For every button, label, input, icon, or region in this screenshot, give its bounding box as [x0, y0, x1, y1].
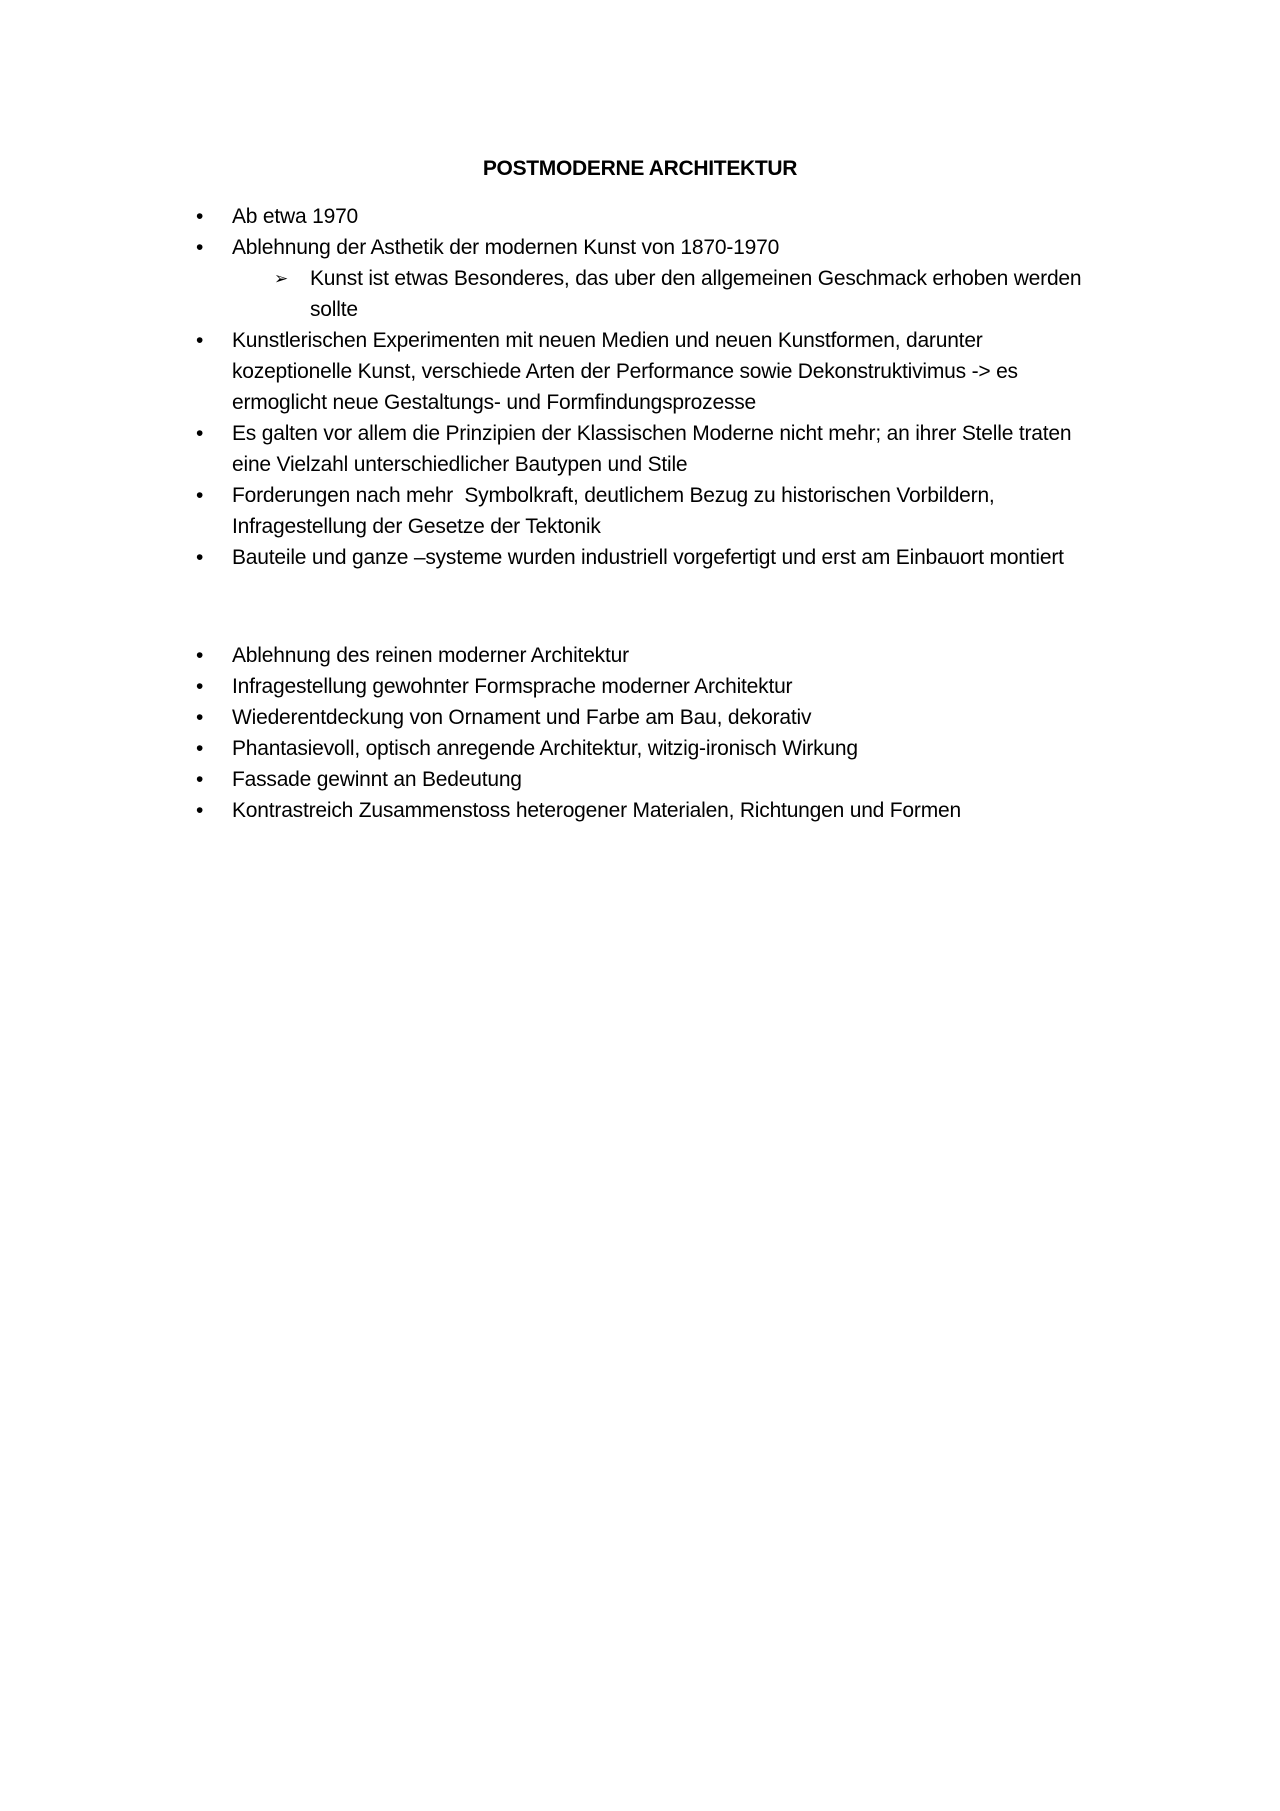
list-item-text: Kontrastreich Zusammenstoss heterogener Materialen, Richtungen und Formen — [232, 799, 961, 822]
bullet-icon: • — [196, 644, 204, 667]
bullet-icon: • — [196, 675, 204, 698]
bullet-icon: • — [196, 737, 204, 760]
bullet-icon: • — [196, 236, 204, 259]
list-item-text: eine Vielzahl unterschiedlicher Bautypen und Stile — [232, 453, 688, 476]
list-item-text: Ablehnung des reinen moderner Architektur — [232, 644, 629, 667]
list-item-text: sollte — [310, 298, 358, 321]
list-item-text: Wiederentdeckung von Ornament und Farbe am Bau, dekorativ — [232, 706, 812, 729]
list-item-text: Forderungen nach mehr Symbolkraft, deutlichem Bezug zu historischen Vorbildern, — [232, 484, 995, 507]
list-item-text: Ablehnung der Asthetik der modernen Kunst von 1870-1970 — [232, 236, 780, 259]
list-item-text: Fassade gewinnt an Bedeutung — [232, 768, 522, 791]
list-item-text: Infragestellung gewohnter Formsprache moderner Architektur — [232, 675, 793, 698]
bullet-icon: • — [196, 799, 204, 822]
list-item-text: Kunst ist etwas Besonderes, das uber den allgemeinen Geschmack erhoben werden — [310, 267, 1082, 290]
list-item-text: Kunstlerischen Experimenten mit neuen Medien und neuen Kunstformen, darunter — [232, 329, 983, 352]
list-item-text: Infragestellung der Gesetze der Tektonik — [232, 515, 601, 538]
arrow-bullet-icon: ➢ — [274, 269, 289, 288]
bullet-icon: • — [196, 205, 204, 228]
list-item-text: Phantasievoll, optisch anregende Architektur, witzig-ironisch Wirkung — [232, 737, 858, 760]
list-item-text: Ab etwa 1970 — [232, 205, 359, 228]
bullet-icon: • — [196, 706, 204, 729]
bullet-icon: • — [196, 329, 204, 352]
list-item-text: Es galten vor allem die Prinzipien der Klassischen Moderne nicht mehr; an ihrer Stelle traten — [232, 422, 1072, 445]
document-title: POSTMODERNE ARCHITEKTUR — [482, 157, 798, 180]
bullet-icon: • — [196, 546, 204, 569]
bullet-icon: • — [196, 768, 204, 791]
list-item-text: Bauteile und ganze –systeme wurden industriell vorgefertigt und erst am Einbauort montiert — [232, 546, 1064, 569]
bullet-icon: • — [196, 422, 204, 445]
list-item-text: kozeptionelle Kunst, verschiede Arten der Performance sowie Dekonstruktivimus -> es — [232, 360, 1018, 383]
bullet-icon: • — [196, 484, 204, 507]
list-item-text: ermoglicht neue Gestaltungs- und Formfindungsprozesse — [232, 391, 757, 414]
